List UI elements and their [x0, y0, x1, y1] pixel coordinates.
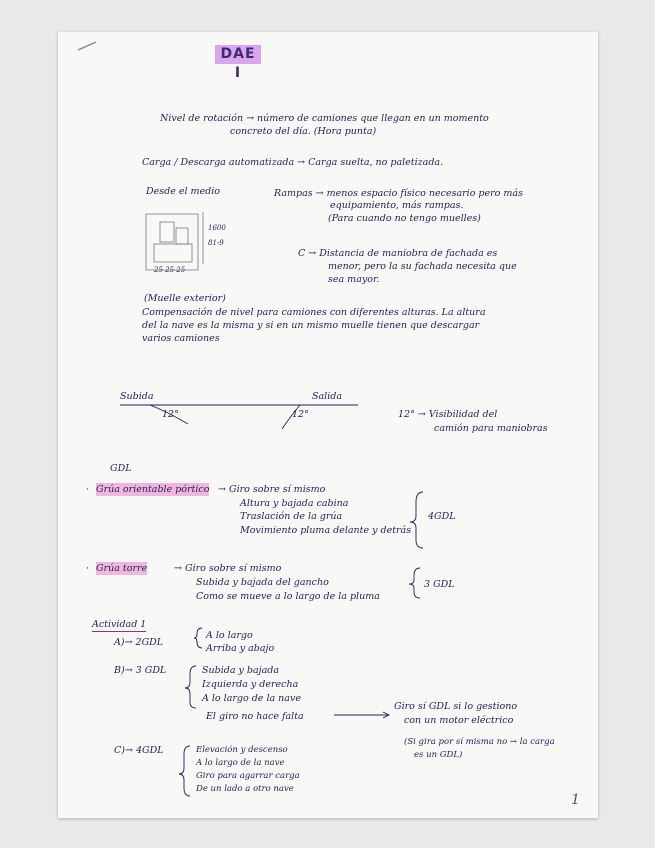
angle-left: 12° [162, 409, 179, 420]
c-line-3: sea mayor. [328, 274, 380, 285]
grua-orientable-item-3: Traslación de la grúa [240, 511, 343, 522]
actividad-c-item-2: A lo largo de la nave [196, 758, 285, 768]
actividad-b-item-1: Subida y bajada [202, 665, 279, 676]
c-line-2: menor, pero la su fachada necesita que [328, 261, 517, 272]
gdl-heading: GDL [110, 463, 132, 474]
actividad-c-item-3: Giro para agarrar carga [196, 771, 300, 781]
actividad-b-item-2: Izquierda y derecha [202, 679, 299, 690]
brace-a [194, 628, 202, 648]
actividad-b-label: B)→ 3 GDL [114, 665, 167, 676]
desde-el-medio-label: Desde el medio [146, 186, 220, 197]
grua-orientable-item-1: → Giro sobre sí mismo [218, 484, 326, 495]
dock-dim-2: 81-9 [208, 239, 224, 247]
muelle-line-3: varios camiones [142, 333, 220, 344]
salida-label: Salida [312, 391, 342, 402]
brace-grua-orientable [410, 492, 423, 548]
grua-torre-item-3: Como se mueve a lo largo de la pluma [196, 591, 380, 602]
grua-orientable-item-2: Altura y bajada cabina [240, 498, 349, 509]
dock-dim-1: 1600 [208, 224, 226, 232]
actividad-heading-text: Actividad 1 [92, 619, 147, 630]
muelle-line-2: del la nave es la misma y si en un mismo muelle tienen que descargar [142, 320, 480, 331]
muelle-line-1: Compensación de nivel para camiones con diferentes alturas. La altura [142, 307, 486, 318]
intro-line-1: Nivel de rotación → número de camiones que llegan en un momento [160, 113, 489, 124]
actividad-c-label: C)→ 4GDL [114, 745, 164, 756]
visibilidad-line-2: camión para maniobras [434, 423, 548, 434]
actividad-c-note-2: es un GDL) [414, 750, 463, 760]
actividad-b-extra: El giro no hace falta [206, 711, 304, 722]
actividad-a-label: A)→ 2GDL [114, 637, 164, 648]
dock-bottom-dims: 25 25 25 [154, 266, 186, 274]
dock-sketch-truck-2 [176, 228, 188, 244]
rampas-line-1: Rampas → menos espacio físico necesario pero más [274, 188, 523, 199]
rampas-line-2: equipamiento, más rampas. [330, 200, 464, 211]
brace-grua-torre [409, 568, 420, 598]
grua-torre-item-1: → Giro sobre sí mismo [174, 563, 282, 574]
grua-torre-item-2: Subida y bajada del gancho [196, 577, 329, 588]
actividad-a-item-2: Arriba y abajo [206, 643, 275, 654]
c-line-1: C → Distancia de maniobra de fachada es [298, 248, 498, 259]
grua-torre-total: 3 GDL [424, 579, 455, 590]
actividad-c-item-1: Elevación y descenso [196, 745, 288, 755]
intro-line-3: Carga / Descarga automatizada → Carga suelta, no paletizada. [142, 157, 444, 168]
notebook-page [58, 32, 598, 818]
actividad-heading [92, 618, 146, 631]
bullet-grua-orientable: · [86, 484, 90, 495]
brace-c [179, 746, 190, 796]
actividad-c-note-1: (Si gira por sí misma no → la carga [404, 737, 555, 747]
bullet-grua-torre: · [86, 563, 90, 574]
grua-orientable-item-4: Movimiento pluma delante y detrás [240, 525, 412, 536]
grua-orientable-label: Grúa orientable pórtico [96, 484, 210, 495]
actividad-b-note-2: con un motor eléctrico [404, 715, 514, 726]
actividad-c-item-4: De un lado a otro nave [196, 784, 294, 794]
visibilidad-line-1: 12° → Visibilidad del [398, 409, 498, 420]
grua-orientable-total: 4GDL [428, 511, 456, 522]
grua-torre-label: Grúa torre [96, 563, 148, 574]
subida-label: Subida [120, 391, 154, 402]
intro-line-2: concreto del día. (Hora punta) [230, 126, 377, 137]
actividad-a-item-1: A lo largo [206, 630, 253, 641]
dock-sketch-bay [154, 244, 192, 262]
brace-b [185, 666, 196, 708]
pencil-stroke [78, 42, 96, 50]
rampas-line-3: (Para cuando no tengo muelles) [328, 213, 481, 224]
angle-right: 12° [292, 409, 309, 420]
actividad-b-note-1: Giro sí GDL si lo gestiono [394, 701, 518, 712]
dock-sketch-truck [160, 222, 174, 242]
muelle-label: (Muelle exterior) [144, 293, 226, 304]
page-title: DAE I [215, 45, 261, 64]
page-number: 1 [571, 792, 580, 808]
actividad-b-item-3: A lo largo de la nave [202, 693, 301, 704]
